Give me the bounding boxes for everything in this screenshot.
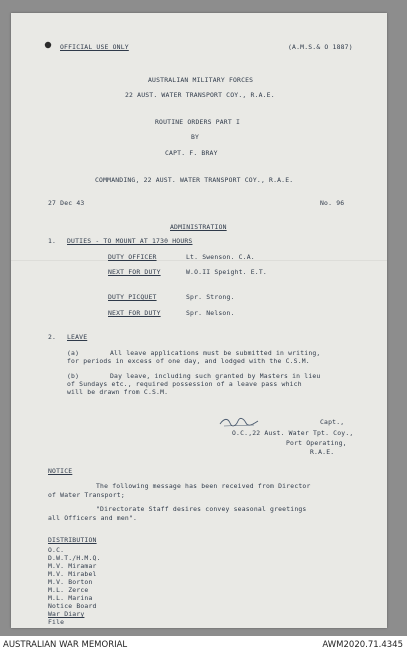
distribution-item: D.W.T./H.M.Q. <box>48 554 101 562</box>
archive-name: AUSTRALIAN WAR MEMORIAL <box>3 640 128 650</box>
para-a-line2: for periods in excess of one day, and lodged with the C.S.M. <box>67 357 310 365</box>
distribution-item: File <box>48 618 65 626</box>
duty-role: NEXT FOR DUTY <box>108 309 161 317</box>
distribution-item: M.V. Borton <box>48 578 93 586</box>
signature-line1: O.C.,22 Aust. Water Tpt. Coy., <box>232 429 354 437</box>
item2-number: 2. <box>48 333 57 341</box>
distribution-item: O.C. <box>48 546 65 554</box>
duty-role: DUTY OFFICER <box>108 253 157 261</box>
orders-by: BY <box>191 133 200 141</box>
distribution-item: M.V. Miramar <box>48 562 97 570</box>
para-b-line1: Day leave, including such granted by Masters in lieu <box>110 372 321 380</box>
notice-line3: "Directorate Staff desires convey seasonal greetings <box>96 505 307 513</box>
commander-name: CAPT. F. BRAY <box>165 149 218 157</box>
order-date: 27 Dec 43 <box>48 199 85 207</box>
item1-number: 1. <box>48 237 57 245</box>
para-a-line1: All leave applications must be submitted in writing, <box>110 349 321 357</box>
archive-footer <box>0 636 407 653</box>
unit-title-line1: AUSTRALIAN MILITARY FORCES <box>148 76 254 84</box>
distribution-item: M.V. Mirabel <box>48 570 97 578</box>
item1-heading: DUTIES - TO MOUNT AT 1730 HOURS <box>67 237 193 245</box>
notice-line1: The following message has been received from Director <box>96 482 311 490</box>
distribution-item: War Diary <box>48 610 85 618</box>
punch-hole-icon <box>43 40 53 50</box>
item2-heading: LEAVE <box>67 333 88 341</box>
duty-role: DUTY PICQUET <box>108 293 157 301</box>
classification-label: OFFICIAL USE ONLY <box>60 43 129 51</box>
handwritten-signature-icon <box>218 416 260 428</box>
signature-rank: Capt., <box>320 418 345 426</box>
unit-title-line2: 22 AUST. WATER TRANSPORT COY., R.A.E. <box>125 91 275 99</box>
para-b-line2: of Sundays etc., required possession of a leave pass which <box>67 380 302 388</box>
archive-reference: AWM2020.71.4345 <box>322 640 403 650</box>
para-b-line3: will be drawn from C.S.M. <box>67 388 169 396</box>
administration-heading: ADMINISTRATION <box>170 223 227 231</box>
duty-name: Spr. Strong. <box>186 293 235 301</box>
duty-name: Spr. Nelson. <box>186 309 235 317</box>
duty-name: W.O.II Speight. E.T. <box>186 268 267 276</box>
notice-heading: NOTICE <box>48 467 73 475</box>
distribution-item: Notice Board <box>48 602 97 610</box>
order-number: No. 96 <box>320 199 345 207</box>
distribution-item: M.L. Marina <box>48 594 93 602</box>
notice-line4: all Officers and men". <box>48 514 138 522</box>
notice-line2: of Water Transport; <box>48 491 125 499</box>
duty-role: NEXT FOR DUTY <box>108 268 161 276</box>
signature-line2: Port Operating, <box>286 439 347 447</box>
orders-title: ROUTINE ORDERS PART I <box>155 118 240 126</box>
distribution-heading: DISTRIBUTION <box>48 536 97 544</box>
distribution-item: M.L. Zerce <box>48 586 89 594</box>
duty-name: Lt. Swenson. C.A. <box>186 253 255 261</box>
para-a-label: (a) <box>67 349 80 357</box>
para-b-label: (b) <box>67 372 80 380</box>
form-reference: (A.M.S.& O 1887) <box>288 43 353 51</box>
signature-line3: R.A.E. <box>310 448 335 456</box>
commanding-line: COMMANDING, 22 AUST. WATER TRANSPORT COY., R.A.E. <box>95 176 294 184</box>
